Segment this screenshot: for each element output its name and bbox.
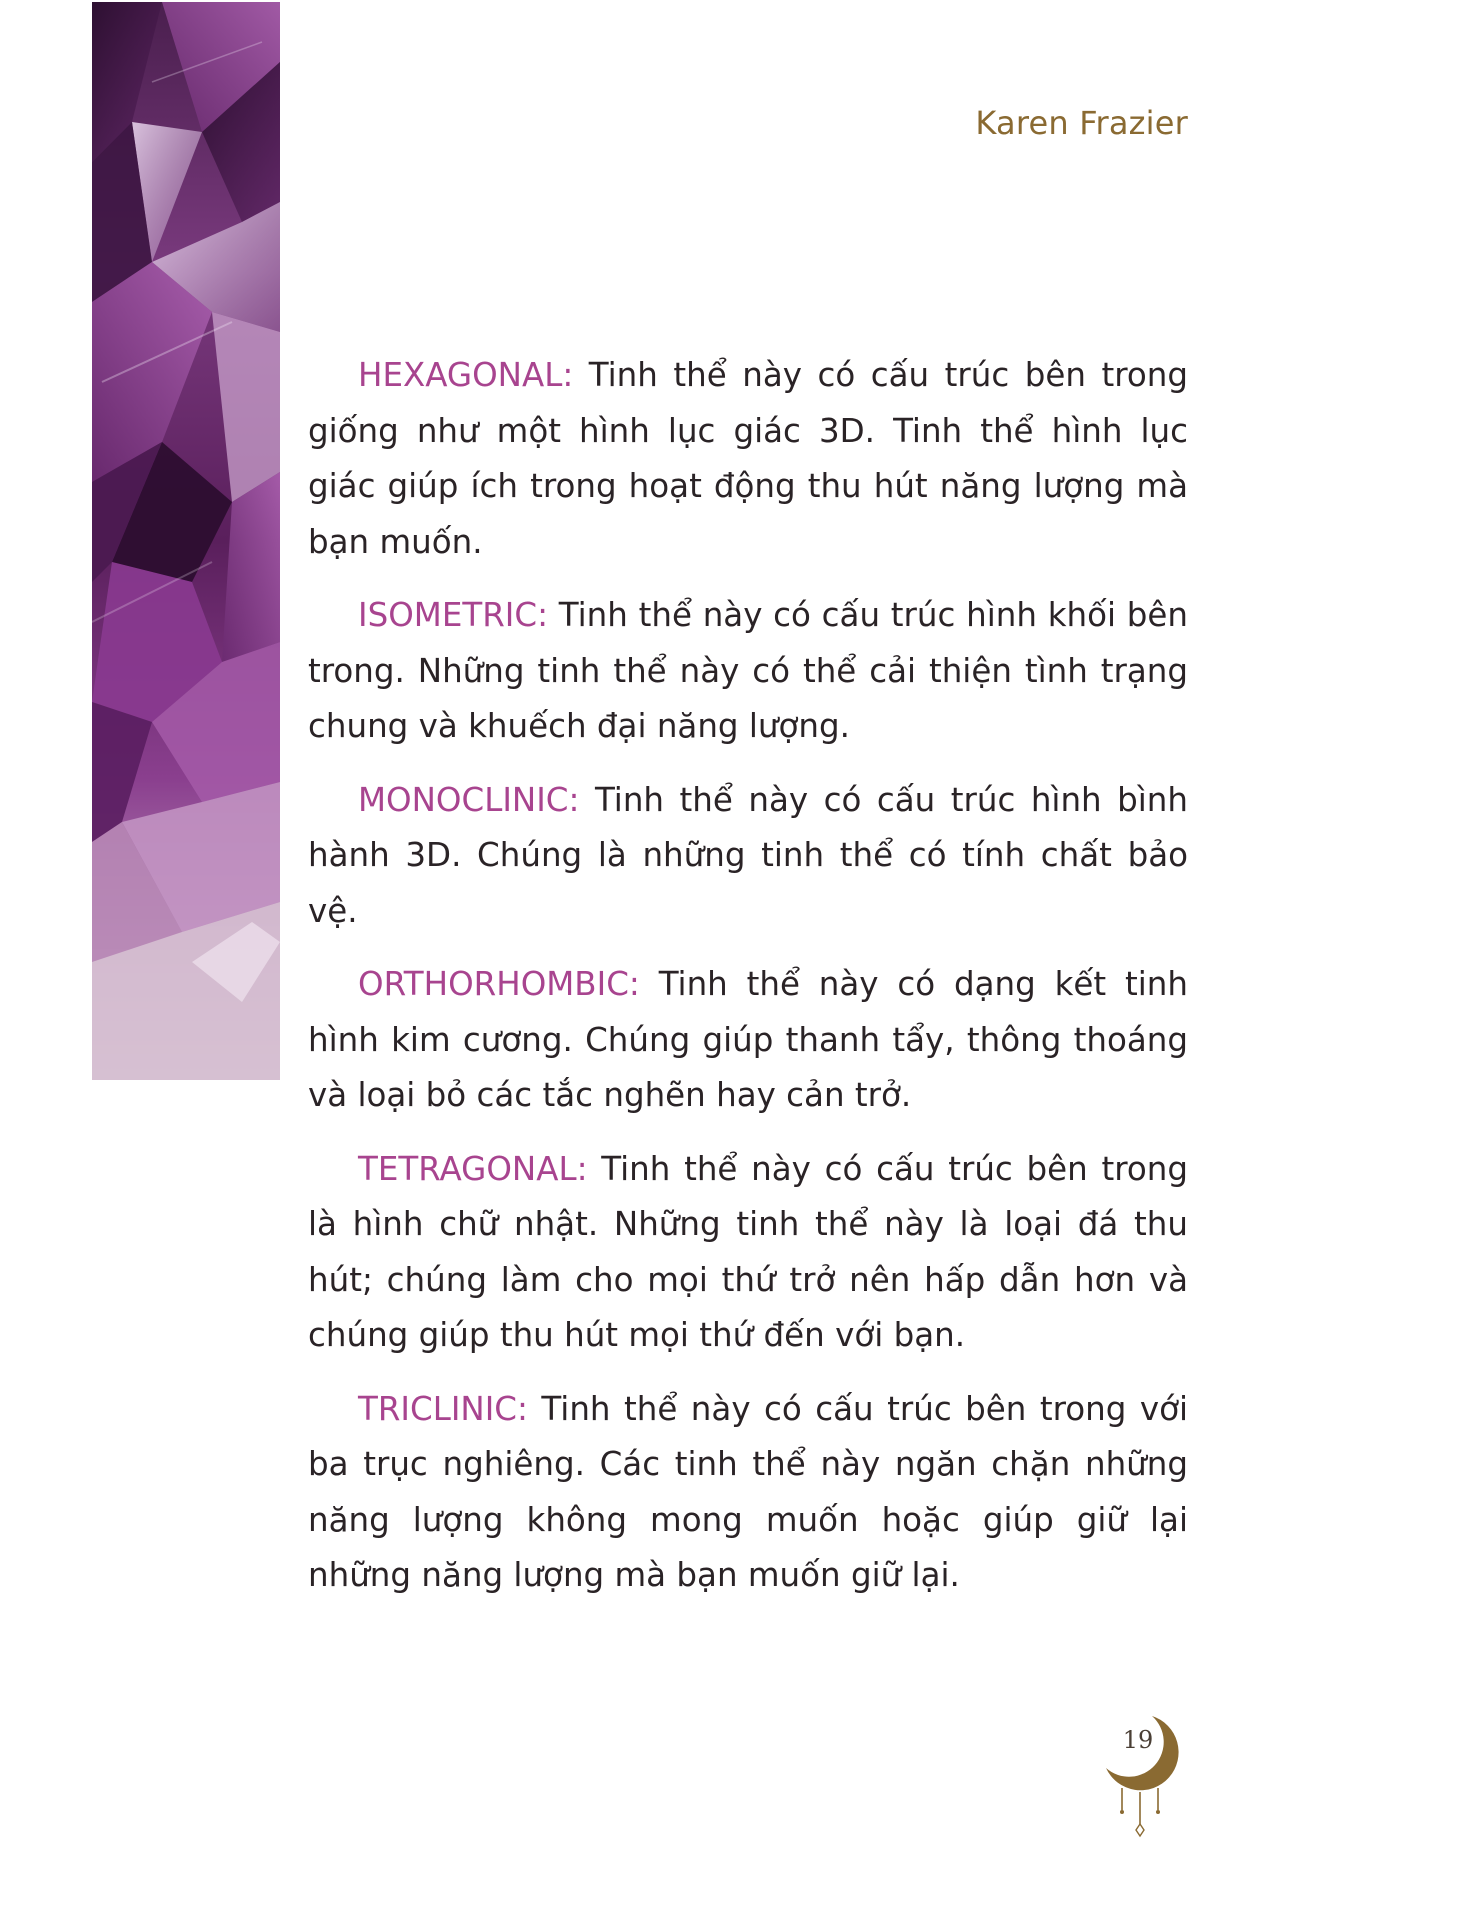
paragraph-text: Tinh thể này có cấu trúc bên trong giống như một hình lục giác 3D. Tinh thể hình lục giác giúp ích trong hoạt động thu hút năng lượng mà bạn muốn. [308, 356, 1188, 561]
page-folio [1100, 1710, 1190, 1840]
paragraph-hexagonal [308, 348, 1188, 570]
body-text [308, 348, 1188, 1622]
paragraph-text: Tinh thể này có cấu trúc hình khối bên trong. Những tinh thể này có thể cải thiện tình trạng chung và khuếch đại năng lượng. [308, 596, 1188, 745]
amethyst-crystal-image [92, 2, 280, 1080]
paragraph-isometric [308, 588, 1188, 755]
paragraph-text: Tinh thể này có cấu trúc bên trong là hình chữ nhật. Những tinh thể này là loại đá thu hút; chúng làm cho mọi thứ trở nên hấp dẫn hơn và chúng giúp thu hút mọi thứ đến với bạn. [308, 1149, 1188, 1354]
term-hexagonal: HEXAGONAL: [358, 356, 574, 394]
paragraph-text: Tinh thể này có dạng kết tinh hình kim cương. Chúng giúp thanh tẩy, thông thoáng và loại bỏ các tắc nghẽn hay cản trở. [308, 965, 1188, 1114]
paragraph-monoclinic [308, 773, 1188, 940]
term-monoclinic: MONOCLINIC: [358, 780, 580, 819]
paragraph-text: Tinh thể này có cấu trúc hình bình hành 3D. Chúng là những tinh thể có tính chất bảo vệ. [308, 780, 1188, 930]
paragraph-text: Tinh thể này có cấu trúc bên trong với ba trục nghiêng. Các tinh thể này ngăn chặn những năng lượng không mong muốn hoặc giúp giữ lại những năng lượng mà bạn muốn giữ lại. [308, 1389, 1188, 1594]
page-number: 19 [1122, 1726, 1154, 1754]
term-triclinic: TRICLINIC: [358, 1389, 528, 1428]
term-tetragonal: TETRAGONAL: [358, 1149, 588, 1188]
term-isometric: ISOMETRIC: [358, 596, 549, 634]
term-orthorhombic: ORTHORHOMBIC: [358, 965, 640, 1003]
paragraph-triclinic [308, 1382, 1188, 1604]
running-header-author: Karen Frazier [975, 104, 1188, 142]
paragraph-orthorhombic [308, 957, 1188, 1124]
paragraph-tetragonal [308, 1142, 1188, 1364]
